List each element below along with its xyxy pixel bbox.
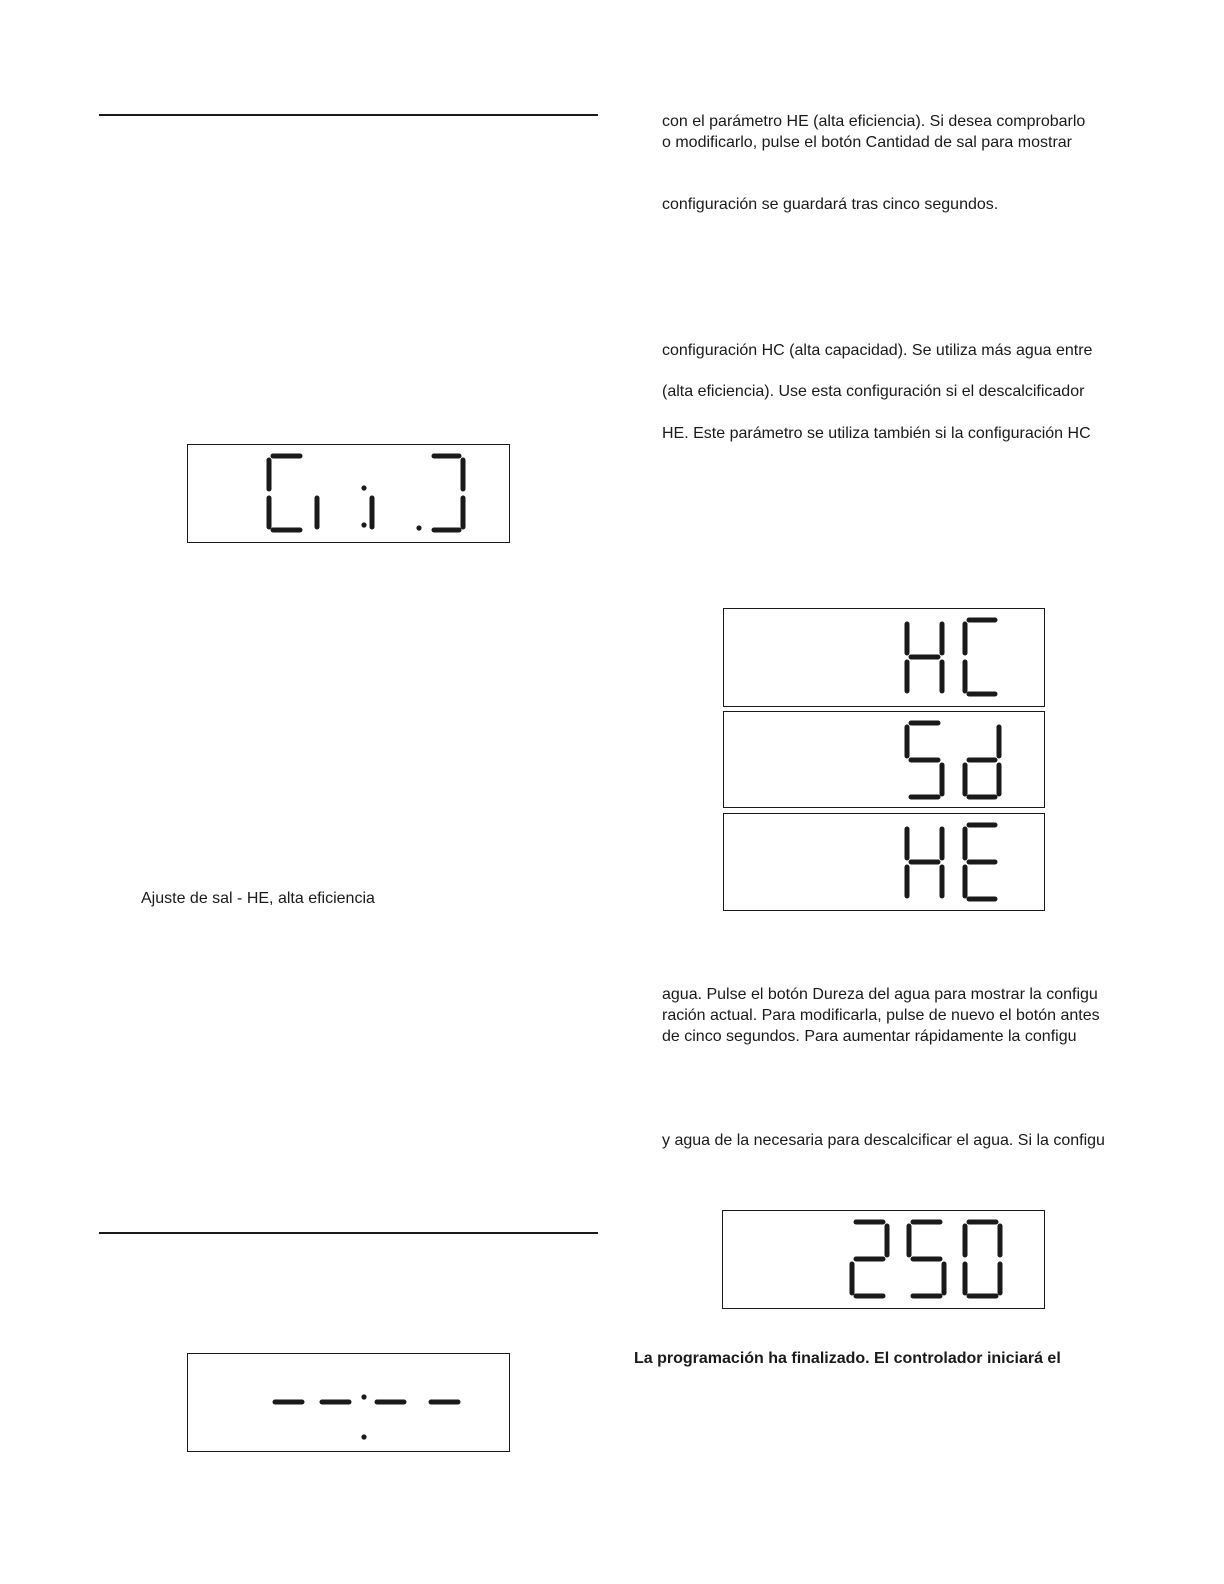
paragraph-line: agua. Pulse el botón Dureza del agua para mostrar la configu	[662, 986, 1098, 1003]
section-rule-top	[99, 114, 598, 116]
paragraph-line: configuración HC (alta capacidad). Se utiliza más agua entre	[662, 342, 1093, 359]
paragraph-line: (alta eficiencia). Use esta configuración si el descalcificador	[662, 383, 1085, 400]
paragraph-line: y agua de la necesaria para descalcificar el agua. Si la configu	[662, 1132, 1105, 1149]
paragraph-line: de cinco segundos. Para aumentar rápidamente la configu	[662, 1028, 1077, 1045]
paragraph-line: HE. Este parámetro se utiliza también si la configuración HC	[662, 425, 1091, 442]
lcd-time-display	[187, 1353, 510, 1452]
lcd-sd-digits	[724, 712, 1046, 809]
lcd-error-display	[187, 444, 510, 543]
paragraph-line: o modificarlo, pulse el botón Cantidad de sal para mostrar	[662, 134, 1072, 151]
lcd-mode-hc	[723, 608, 1045, 707]
final-note: La programación ha finalizado. El controlador iniciará el	[634, 1350, 1061, 1367]
paragraph-line: ración actual. Para modificarla, pulse de nuevo el botón antes	[662, 1007, 1100, 1024]
lcd-he-digits	[724, 814, 1046, 912]
section-rule-bottom	[99, 1232, 598, 1234]
lcd-hc-digits	[724, 609, 1046, 708]
lcd-error-digits	[188, 445, 511, 544]
salt-he-label: Ajuste de sal - HE, alta eficiencia	[141, 890, 375, 907]
paragraph-line: con el parámetro HE (alta eficiencia). Si desea comprobarlo	[662, 113, 1086, 130]
lcd-mode-sd	[723, 711, 1045, 808]
paragraph-line: configuración se guardará tras cinco segundos.	[662, 196, 999, 213]
lcd-time-digits	[188, 1354, 511, 1453]
lcd-mode-he	[723, 813, 1045, 911]
lcd-hardness-display	[722, 1210, 1045, 1309]
lcd-hardness-digits	[723, 1211, 1046, 1310]
